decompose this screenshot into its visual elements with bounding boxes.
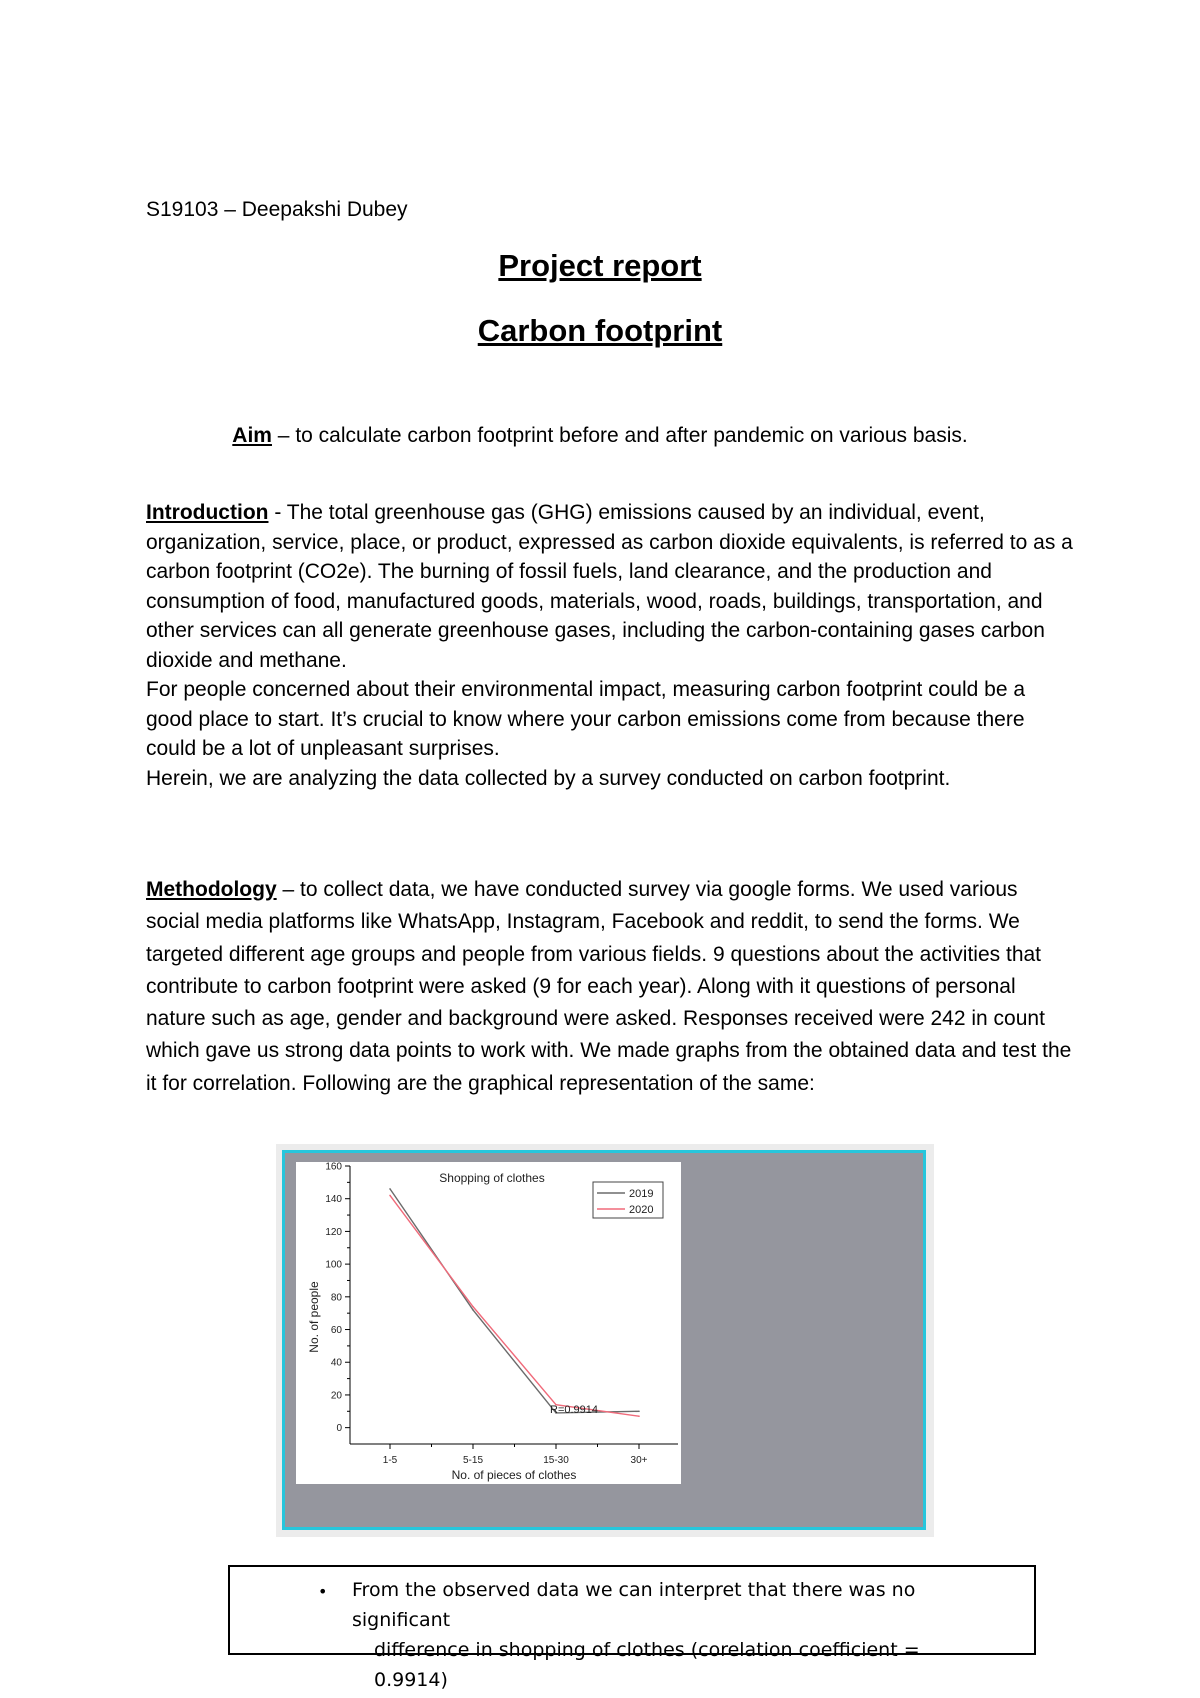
series-line-2020 [390, 1195, 639, 1416]
chart-title: Shopping of clothes [439, 1171, 545, 1185]
x-tick-label: 30+ [630, 1455, 648, 1466]
introduction-paragraph-1: - The total greenhouse gas (GHG) emissions caused by an individual, event, organization, service, place, or product, expressed as carbon dioxide equivalents, is referred to as a carbon footprint (CO2e). The burning of fossil fuels, land clearance, and the production and consumption of food, manufactured goods, materials, wood, roads, buildings, transportation, and other services can all generate greenhouse gases, including the carbon-containing gases carbon dioxide and methane. [146, 501, 1073, 672]
introduction-paragraph-2: For people concerned about their environmental impact, measuring carbon footprint could be a good place to start. It’s crucial to know where your carbon emissions come from because there could be a lot of unpleasant surprises. [146, 678, 1026, 760]
y-tick-label: 140 [325, 1194, 342, 1206]
y-tick-label: 160 [325, 1162, 342, 1173]
report-subtitle: Carbon footprint [477, 313, 723, 348]
x-tick-label: 1-5 [382, 1455, 398, 1466]
data-point-2019 [638, 1410, 640, 1412]
data-point-2019 [389, 1188, 391, 1190]
series-line-2019 [390, 1189, 639, 1413]
conclusion-line-2: difference in shopping of clothes (corelation coefficient = 0.9914) [374, 1639, 920, 1691]
data-point-2020 [472, 1306, 474, 1308]
introduction-label: Introduction [146, 501, 269, 524]
conclusion-box [228, 1565, 1036, 1691]
introduction-paragraph-3: Herein, we are analyzing the data collected by a survey conducted on carbon footprint. [146, 766, 951, 790]
data-point-2019 [472, 1309, 474, 1311]
chart-panel [296, 1162, 681, 1484]
methodology-section [146, 874, 1076, 1100]
methodology-text: – to collect data, we have conducted survey via google forms. We used various social media platforms like WhatsApp, Instagram, Facebook and reddit, to send the forms. We targeted different age groups and people from various fields. 9 questions about the activities that contribute to carbon footprint were asked (9 for each year). Along with it questions of personal nature such as age, gender and background were asked. Responses received were 242 in count which gave us strong data points to work with. We made graphs from the obtained data and test the it for correlation. Following are the graphical representation of the same: [146, 878, 1072, 1095]
legend-label-2020: 2020 [629, 1204, 654, 1216]
conclusion-text [352, 1575, 992, 1695]
aim-section [0, 424, 1200, 448]
x-axis-label: No. of pieces of clothes [451, 1468, 577, 1482]
data-point-2020 [638, 1415, 640, 1417]
legend-label-2019: 2019 [629, 1188, 654, 1200]
y-tick-label: 100 [325, 1259, 342, 1271]
y-tick-label: 60 [330, 1325, 342, 1337]
x-tick-label: 15-30 [543, 1455, 569, 1466]
methodology-label: Methodology [146, 878, 277, 901]
y-tick-label: 0 [336, 1423, 342, 1435]
y-tick-label: 120 [325, 1226, 342, 1238]
y-tick-label: 80 [330, 1292, 342, 1304]
introduction-section [146, 498, 1076, 793]
author-line: S19103 – Deepakshi Dubey [146, 198, 408, 221]
report-title: Project report [498, 248, 702, 283]
bullet-icon: • [318, 1582, 328, 1601]
correlation-annotation: R=0.9914 [550, 1404, 599, 1416]
y-tick-label: 40 [330, 1357, 342, 1369]
y-tick-label: 20 [330, 1390, 342, 1402]
aim-label: Aim [232, 424, 272, 447]
y-axis-label: No. of people [307, 1281, 321, 1353]
x-tick-label: 5-15 [462, 1455, 484, 1466]
aim-text: – to calculate carbon footprint before and after pandemic on various basis. [271, 424, 968, 447]
data-point-2020 [389, 1195, 391, 1197]
shopping-chart [296, 1162, 681, 1484]
conclusion-line-1: From the observed data we can interpret that there was no significant [352, 1579, 916, 1631]
